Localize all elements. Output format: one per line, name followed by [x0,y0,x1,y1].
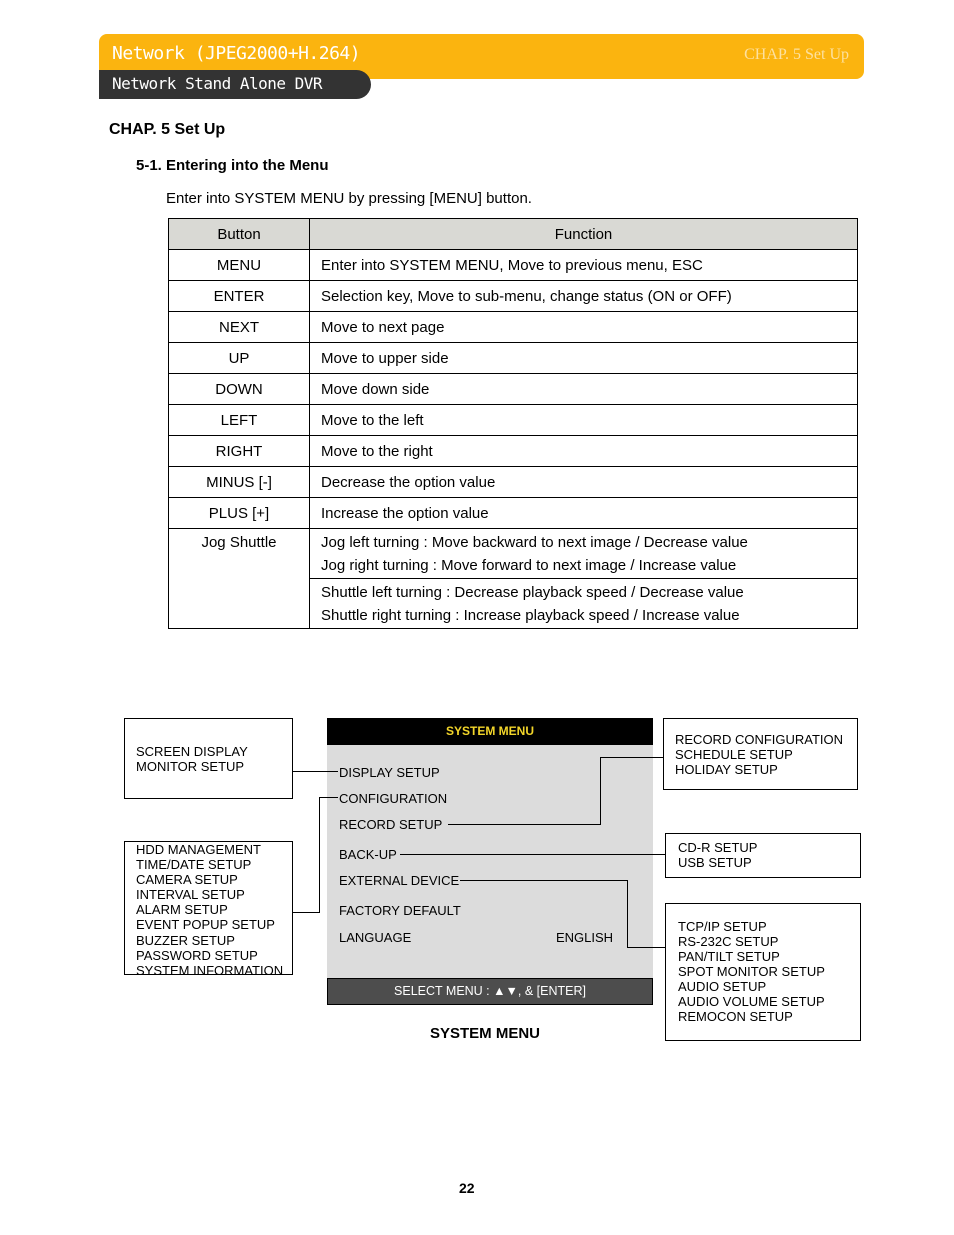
submenu-item: TCP/IP SETUP [678,919,767,934]
record-submenu-box [663,718,858,790]
table-row [169,467,858,498]
table-row [169,312,858,343]
connector-record [600,757,663,758]
connector-display [293,771,338,772]
table-cell-function: Move to next page [310,312,858,343]
menu-item-external-device[interactable]: EXTERNAL DEVICE [339,873,460,888]
menu-item-display-setup[interactable]: DISPLAY SETUP [339,765,440,780]
table-cell-button: UP [169,343,310,374]
submenu-item: USB SETUP [678,855,752,870]
shuttle-line: Shuttle left turning : Decrease playback speed / Decrease value [321,583,744,601]
header-subtitle: Network Stand Alone DVR [112,74,323,93]
external-submenu-box [665,903,861,1041]
table-cell-function [310,529,858,579]
jog-line: Jog left turning : Move backward to next image / Decrease value [321,533,748,551]
table-cell-button: DOWN [169,374,310,405]
diagram-caption: SYSTEM MENU [430,1025,541,1042]
table-row [169,281,858,312]
submenu-item: REMOCON SETUP [678,1009,793,1024]
submenu-item: SCHEDULE SETUP [675,747,793,762]
submenu-item: AUDIO VOLUME SETUP [678,994,825,1009]
submenu-item: TIME/DATE SETUP [136,857,252,873]
system-menu-footer: SELECT MENU : ▲▼, & [ENTER] [327,978,653,1005]
table-row [169,374,858,405]
table-row [169,250,858,281]
header-chapter: CHAP. 5 Set Up [744,46,849,63]
table-cell-function: Move down side [310,374,858,405]
submenu-item: ALARM SETUP [136,902,228,918]
table-header-button: Button [169,219,310,250]
table-cell-button: Jog Shuttle [169,529,310,629]
submenu-item: PASSWORD SETUP [136,947,258,963]
submenu-item: EVENT POPUP SETUP [136,917,275,933]
submenu-item: AUDIO SETUP [678,979,767,994]
table-cell-function: Move to the right [310,436,858,467]
language-value: ENGLISH [556,930,614,945]
submenu-item: RS-232C SETUP [678,934,779,949]
submenu-item: SPOT MONITOR SETUP [678,964,825,979]
table-cell-function: Enter into SYSTEM MENU, Move to previous menu, ESC [310,250,858,281]
section-heading: 5-1. Entering into the Menu [136,157,329,174]
submenu-item: INTERVAL SETUP [136,887,245,903]
submenu-item: CD-R SETUP [678,840,758,855]
connector-configuration [319,797,338,798]
table-cell-button: MINUS [-] [169,467,310,498]
header-title: Network (JPEG2000+H.264) [112,43,361,64]
connector-external [627,947,665,948]
table-cell-function: Increase the option value [310,498,858,529]
table-row [169,498,858,529]
table-row [169,436,858,467]
connector-external [627,880,628,948]
submenu-item: SCREEN DISPLAY [136,744,248,759]
menu-item-record-setup[interactable]: RECORD SETUP [339,817,443,832]
connector-backup [400,854,665,855]
menu-item-back-up[interactable]: BACK-UP [339,847,397,862]
table-cell-button: RIGHT [169,436,310,467]
shuttle-line: Shuttle right turning : Increase playback speed / Increase value [321,606,740,624]
menu-item-language[interactable]: LANGUAGE [339,930,412,945]
submenu-item: MONITOR SETUP [136,759,245,774]
table-row [169,343,858,374]
page-number: 22 [459,1180,475,1196]
table-cell-function: Move to the left [310,405,858,436]
configuration-submenu-box [124,841,293,978]
backup-submenu-box [665,833,861,878]
submenu-item: SYSTEM INFORMATION [136,962,284,978]
intro-text: Enter into SYSTEM MENU by pressing [MENU] button. [166,190,532,207]
submenu-item: CAMERA SETUP [136,872,238,888]
table-cell-function: Decrease the option value [310,467,858,498]
submenu-item: RECORD CONFIGURATION [675,732,844,747]
table-cell-button: NEXT [169,312,310,343]
table-cell-function: Move to upper side [310,343,858,374]
display-submenu-box [124,718,293,799]
system-menu-title: SYSTEM MENU [327,718,653,745]
menu-item-configuration[interactable]: CONFIGURATION [339,791,448,806]
table-cell-button: ENTER [169,281,310,312]
table-row [169,405,858,436]
submenu-item: HOLIDAY SETUP [675,762,778,777]
connector-record [448,824,601,825]
connector-configuration [319,797,320,913]
connector-record [600,757,601,825]
menu-item-factory-default[interactable]: FACTORY DEFAULT [339,903,461,918]
button-function-table [168,218,858,629]
table-cell-function [310,579,858,629]
submenu-item: HDD MANAGEMENT [136,842,261,857]
table-cell-function: Selection key, Move to sub-menu, change status (ON or OFF) [310,281,858,312]
table-cell-button: MENU [169,250,310,281]
submenu-item: PAN/TILT SETUP [678,949,780,964]
chapter-heading: CHAP. 5 Set Up [109,121,226,138]
jog-line: Jog right turning : Move forward to next image / Increase value [321,556,737,574]
table-header-function: Function [310,219,858,250]
table-cell-button: PLUS [+] [169,498,310,529]
table-row [169,529,858,579]
submenu-item: BUZZER SETUP [136,932,235,948]
connector-configuration [293,912,320,913]
table-header-row [169,219,858,250]
connector-external [460,880,628,881]
table-cell-button: LEFT [169,405,310,436]
